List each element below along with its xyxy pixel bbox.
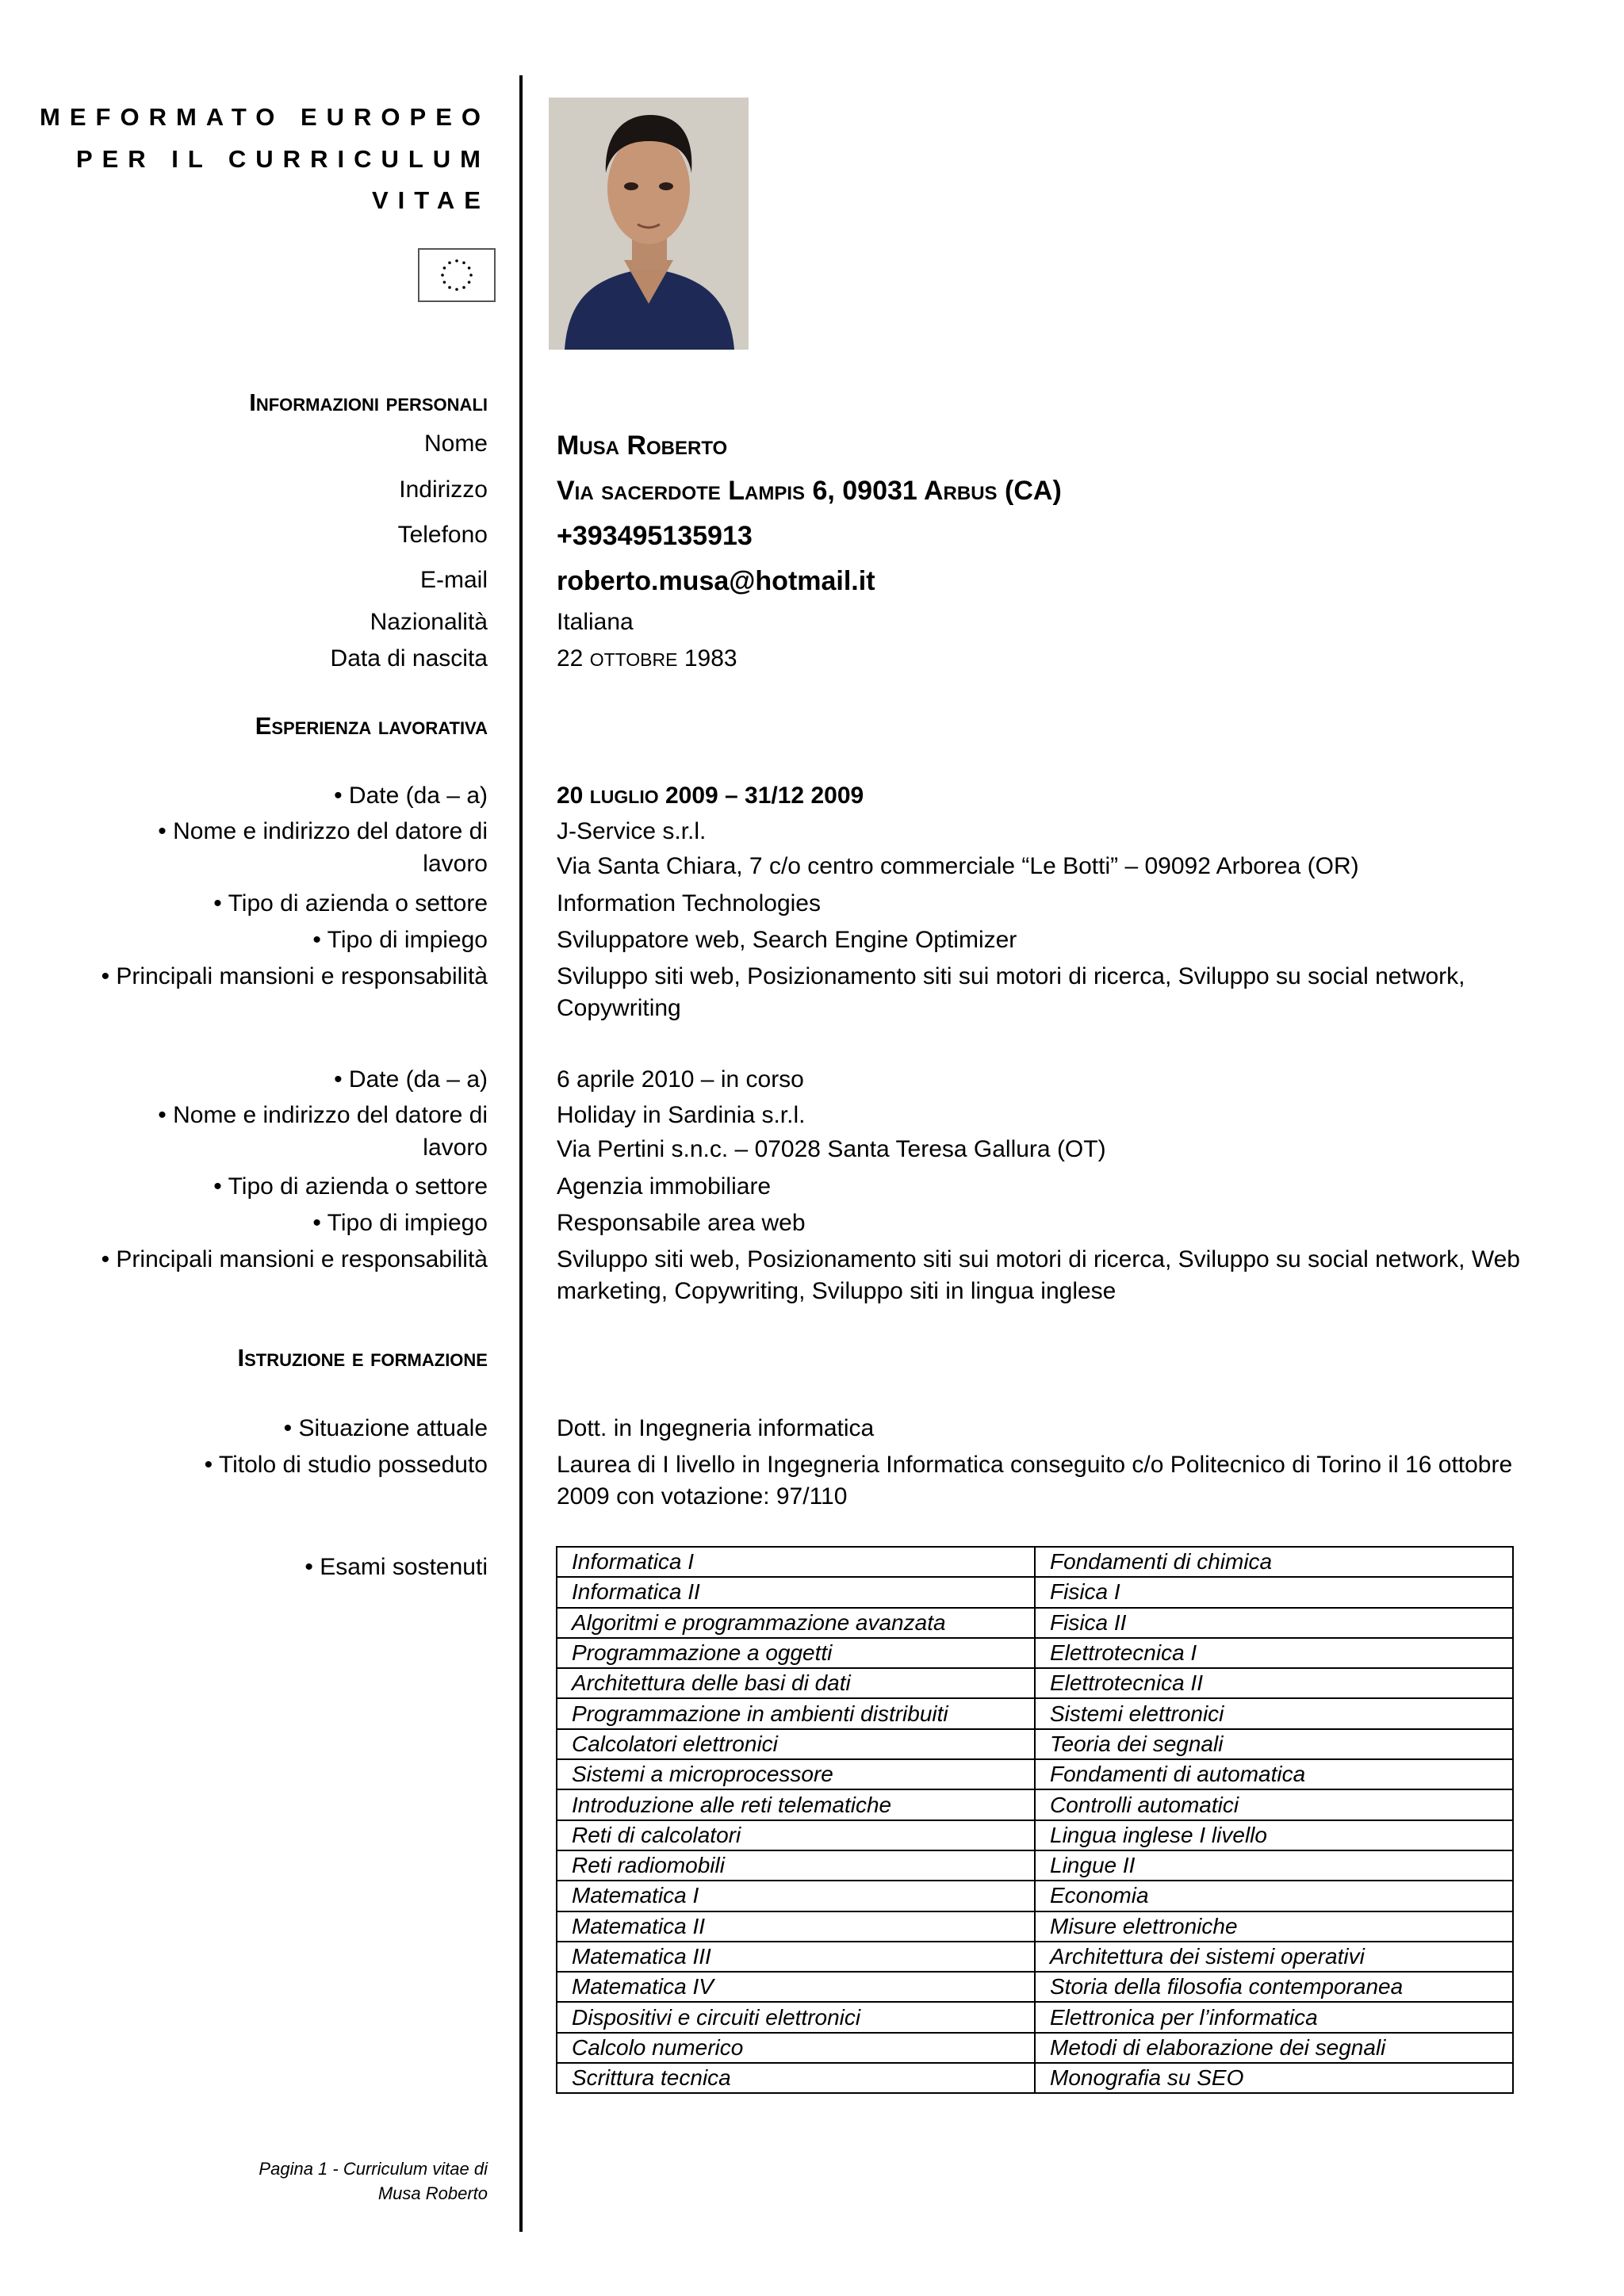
value-degree: Laurea di I livello in Ingegneria Informatica conseguito c/o Politecnico di Torino il 16 ottobre 2009 con votazione: 97/110 — [557, 1452, 1513, 1510]
exam-cell: Fondamenti di chimica — [1035, 1547, 1513, 1577]
job2-sector: Agenzia immobiliare — [557, 1173, 772, 1200]
label-date: • Date (da – a) — [334, 1066, 488, 1093]
exam-cell: Sistemi elettronici — [1035, 1698, 1513, 1728]
label-duties: • Principali mansioni e responsabilità — [101, 1246, 488, 1272]
exam-row — [557, 1942, 1513, 1972]
label-birthdate: Data di nascita — [330, 645, 488, 672]
value-birthdate: 22 OTTOBRE 1983 — [557, 645, 737, 672]
label-date: • Date (da – a) — [334, 783, 488, 809]
exam-cell: Teoria dei segnali — [1035, 1729, 1513, 1759]
exam-row — [557, 1729, 1513, 1759]
exam-cell: Monografia su SEO — [1035, 2063, 1513, 2093]
job1-duties: Sviluppo siti web, Posizionamento siti sui motori di ricerca, Sviluppo su social network, Copywriting — [557, 963, 1465, 1021]
job1-employer-address: Via Santa Chiara, 7 c/o centro commerciale “Le Botti” – 09092 Arborea (OR) — [557, 853, 1359, 879]
exam-row — [557, 1577, 1513, 1607]
exam-row — [557, 1668, 1513, 1698]
exam-cell: Matematica I — [557, 1881, 1035, 1911]
exam-cell: Lingue II — [1035, 1850, 1513, 1881]
footer-line-1: Pagina 1 - Curriculum vitae di — [259, 2159, 488, 2179]
exam-row — [557, 1850, 1513, 1881]
value-current-status: Dott. in Ingegneria informatica — [557, 1415, 875, 1441]
value-address: Via sacerdote Lampis 6, 09031 Arbus (CA) — [557, 476, 1062, 506]
label-phone: Telefono — [397, 522, 488, 548]
exam-cell: Fisica II — [1035, 1608, 1513, 1638]
exams-table — [556, 1546, 1514, 2094]
exam-row — [557, 1638, 1513, 1668]
exam-row — [557, 1789, 1513, 1820]
label-employer-cont: lavoro — [423, 851, 488, 877]
exam-cell: Calcolo numerico — [557, 2033, 1035, 2063]
label-employer: • Nome e indirizzo del datore di — [158, 1102, 488, 1128]
exam-cell: Elettronica per l’informatica — [1035, 2002, 1513, 2032]
job2-duties: Sviluppo siti web, Posizionamento siti sui motori di ricerca, Sviluppo su social network, Web marketing, Copywriting, Sviluppo siti in lingua inglese — [557, 1246, 1520, 1304]
exam-cell: Programmazione a oggetti — [557, 1638, 1035, 1668]
label-nationality: Nazionalità — [370, 609, 488, 635]
exam-cell: Lingua inglese I livello — [1035, 1820, 1513, 1850]
exam-row — [557, 1608, 1513, 1638]
label-sector: • Tipo di azienda o settore — [213, 890, 488, 916]
eu-flag-icon — [418, 248, 496, 302]
exam-cell: Reti radiomobili — [557, 1850, 1035, 1881]
value-email: roberto.musa@hotmail.it — [557, 566, 875, 596]
exam-cell: Programmazione in ambienti distribuiti — [557, 1698, 1035, 1728]
job2-date: 6 aprile 2010 – in corso — [557, 1066, 804, 1093]
job2-employer-address: Via Pertini s.n.c. – 07028 Santa Teresa Gallura (OT) — [557, 1136, 1106, 1162]
exam-row — [557, 1698, 1513, 1728]
exam-cell: Informatica II — [557, 1577, 1035, 1607]
footer-line-2: Musa Roberto — [377, 2183, 488, 2203]
exam-row — [557, 2033, 1513, 2063]
exam-cell: Elettrotecnica II — [1035, 1668, 1513, 1698]
exam-cell: Metodi di elaborazione dei segnali — [1035, 2033, 1513, 2063]
job1-date: 20 LUGLIO 2009 – 31/12 2009 — [557, 783, 864, 809]
cv-title-line-2: PER IL CURRICULUM — [75, 145, 490, 173]
exam-cell: Storia della filosofia contemporanea — [1035, 1972, 1513, 2002]
exam-cell: Architettura dei sistemi operativi — [1035, 1942, 1513, 1972]
job1-employer: J-Service s.r.l. — [557, 818, 707, 844]
value-nationality: Italiana — [557, 609, 634, 635]
label-sector: • Tipo di azienda o settore — [213, 1173, 488, 1200]
exam-cell: Dispositivi e circuiti elettronici — [557, 2002, 1035, 2032]
exam-row — [557, 1759, 1513, 1789]
label-current-status: • Situazione attuale — [283, 1415, 488, 1441]
exam-cell: Fisica I — [1035, 1577, 1513, 1607]
label-email: E-mail — [419, 567, 488, 593]
profile-photo — [549, 98, 749, 350]
exam-cell: Scrittura tecnica — [557, 2063, 1035, 2093]
cv-title-line-3: VITAE — [372, 186, 490, 214]
exam-cell: Misure elettroniche — [1035, 1911, 1513, 1942]
exam-cell: Elettrotecnica I — [1035, 1638, 1513, 1668]
label-name: Nome — [423, 430, 488, 457]
exam-cell: Calcolatori elettronici — [557, 1729, 1035, 1759]
exam-row — [557, 1972, 1513, 2002]
label-address: Indirizzo — [399, 476, 488, 503]
section-education: Istruzione e formazione — [237, 1344, 488, 1372]
cv-title-line-1: MEFORMATO EUROPEO — [40, 103, 490, 131]
exam-cell: Matematica II — [557, 1911, 1035, 1942]
exam-cell: Controlli automatici — [1035, 1789, 1513, 1820]
page-footer — [259, 2156, 488, 2206]
exam-cell: Economia — [1035, 1881, 1513, 1911]
exam-cell: Architettura delle basi di dati — [557, 1668, 1035, 1698]
label-duties: • Principali mansioni e responsabilità — [101, 963, 488, 989]
label-job-type: • Tipo di impiego — [312, 927, 488, 953]
exam-cell: Fondamenti di automatica — [1035, 1759, 1513, 1789]
section-work-experience: Esperienza lavorativa — [255, 712, 488, 740]
exam-cell: Sistemi a microprocessore — [557, 1759, 1035, 1789]
exam-row — [557, 1820, 1513, 1850]
value-name: Musa Roberto — [557, 430, 728, 461]
exam-row — [557, 1911, 1513, 1942]
label-job-type: • Tipo di impiego — [312, 1210, 488, 1236]
label-exams: • Esami sostenuti — [304, 1554, 488, 1580]
job2-employer: Holiday in Sardinia s.r.l. — [557, 1102, 806, 1128]
exam-cell: Informatica I — [557, 1547, 1035, 1577]
exam-row — [557, 1881, 1513, 1911]
exam-cell: Matematica IV — [557, 1972, 1035, 2002]
job1-job-type: Sviluppatore web, Search Engine Optimizer — [557, 927, 1017, 953]
exam-row — [557, 2002, 1513, 2032]
job2-job-type: Responsabile area web — [557, 1210, 806, 1236]
exam-cell: Algoritmi e programmazione avanzata — [557, 1608, 1035, 1638]
section-personal-info: Informazioni personali — [249, 388, 488, 416]
exam-row — [557, 1547, 1513, 1577]
label-employer: • Nome e indirizzo del datore di — [158, 818, 488, 844]
value-phone: +393495135913 — [557, 521, 753, 551]
label-degree: • Titolo di studio posseduto — [204, 1452, 488, 1478]
exam-row — [557, 2063, 1513, 2093]
exam-cell: Matematica III — [557, 1942, 1035, 1972]
column-divider — [519, 75, 523, 2232]
exam-cell: Introduzione alle reti telematiche — [557, 1789, 1035, 1820]
label-employer-cont: lavoro — [423, 1135, 488, 1161]
exam-cell: Reti di calcolatori — [557, 1820, 1035, 1850]
job1-sector: Information Technologies — [557, 890, 821, 916]
